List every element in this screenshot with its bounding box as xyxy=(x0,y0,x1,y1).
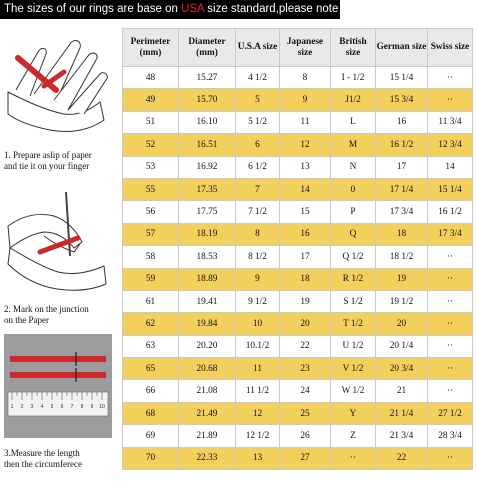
cell-usa-size: 10.1/2 xyxy=(236,335,280,357)
ruler-label: 2 xyxy=(20,404,24,410)
cell-japanese-size: 11 xyxy=(280,111,331,133)
measuring-instructions-panel xyxy=(0,28,118,498)
cell-diameter: 19.41 xyxy=(179,290,236,312)
ruler-label: 6 xyxy=(60,404,64,410)
table-row xyxy=(123,111,473,133)
cell-german-size: 16 1/2 xyxy=(376,134,428,156)
cell-usa-size: 11 xyxy=(236,358,280,380)
table-row xyxy=(123,246,473,268)
cell-usa-size: 8 xyxy=(236,223,280,245)
banner-text-part2: size standard,please note xyxy=(204,3,339,15)
cell-perimeter: 63 xyxy=(123,335,179,357)
cell-swiss-size: ·· xyxy=(428,268,473,290)
cell-usa-size: 9 xyxy=(236,268,280,290)
cell-british-size: U 1/2 xyxy=(331,335,376,357)
ruler-label: 7 xyxy=(70,404,74,410)
cell-german-size: 16 xyxy=(376,111,428,133)
cell-diameter: 18.53 xyxy=(179,246,236,268)
table-row xyxy=(123,67,473,89)
cell-usa-size: 8 1/2 xyxy=(236,246,280,268)
cell-british-size: I - 1/2 xyxy=(331,67,376,89)
cell-usa-size: 12 xyxy=(236,402,280,424)
cell-swiss-size: ·· xyxy=(428,380,473,402)
step-1-caption xyxy=(4,150,118,172)
cell-german-size: 17 1/4 xyxy=(376,178,428,200)
table-row xyxy=(123,358,473,380)
cell-swiss-size: ·· xyxy=(428,313,473,335)
cell-diameter: 20.68 xyxy=(179,358,236,380)
cell-japanese-size: 17 xyxy=(280,246,331,268)
cell-usa-size: 4 1/2 xyxy=(236,67,280,89)
cell-perimeter: 53 xyxy=(123,156,179,178)
cell-usa-size: 9 1/2 xyxy=(236,290,280,312)
cell-usa-size: 6 1/2 xyxy=(236,156,280,178)
cell-perimeter: 55 xyxy=(123,178,179,200)
cell-diameter: 17.35 xyxy=(179,178,236,200)
cell-japanese-size: 16 xyxy=(280,223,331,245)
cell-german-size: 20 xyxy=(376,313,428,335)
cell-perimeter: 49 xyxy=(123,89,179,111)
cell-british-size: ·· xyxy=(331,447,376,469)
hand-with-paper-strip-illustration xyxy=(4,30,112,142)
table-row xyxy=(123,447,473,469)
table-row xyxy=(123,402,473,424)
table-row xyxy=(123,425,473,447)
cell-diameter: 18.19 xyxy=(179,223,236,245)
cell-japanese-size: 13 xyxy=(280,156,331,178)
mark-junction-illustration xyxy=(4,186,112,296)
step-2-caption xyxy=(4,304,118,326)
step-3-line-2: then the circumferece xyxy=(4,459,82,469)
cell-british-size: Q xyxy=(331,223,376,245)
table-row xyxy=(123,313,473,335)
cell-swiss-size: ·· xyxy=(428,447,473,469)
cell-japanese-size: 25 xyxy=(280,402,331,424)
cell-diameter: 21.08 xyxy=(179,380,236,402)
cell-japanese-size: 12 xyxy=(280,134,331,156)
cell-swiss-size: ·· xyxy=(428,246,473,268)
column-header-usa-size: U.S.A size xyxy=(236,29,280,67)
step-3-caption xyxy=(4,448,118,470)
step-1-line-1: 1. Prepare aslip of paper xyxy=(4,150,92,160)
cell-perimeter: 51 xyxy=(123,111,179,133)
cell-german-size: 22 xyxy=(376,447,428,469)
step-2-line-1: 2. Mark on the junction xyxy=(4,304,89,314)
cell-swiss-size: 12 3/4 xyxy=(428,134,473,156)
cell-german-size: 18 xyxy=(376,223,428,245)
cell-british-size: 0 xyxy=(331,178,376,200)
table-row xyxy=(123,178,473,200)
cell-german-size: 21 xyxy=(376,380,428,402)
cell-usa-size: 11 1/2 xyxy=(236,380,280,402)
step-2-line-2: on the Paper xyxy=(4,315,49,325)
column-header-british-size: British size xyxy=(331,29,376,67)
cell-british-size: Z xyxy=(331,425,376,447)
cell-perimeter: 62 xyxy=(123,313,179,335)
cell-diameter: 16.10 xyxy=(179,111,236,133)
cell-swiss-size: ·· xyxy=(428,358,473,380)
cell-japanese-size: 18 xyxy=(280,268,331,290)
cell-japanese-size: 24 xyxy=(280,380,331,402)
cell-diameter: 19.84 xyxy=(179,313,236,335)
cell-perimeter: 68 xyxy=(123,402,179,424)
cell-perimeter: 70 xyxy=(123,447,179,469)
step-1-line-2: and tie it on your finger xyxy=(4,161,90,171)
ruler-label: 5 xyxy=(50,404,54,410)
cell-japanese-size: 26 xyxy=(280,425,331,447)
cell-usa-size: 7 1/2 xyxy=(236,201,280,223)
cell-japanese-size: 9 xyxy=(280,89,331,111)
cell-perimeter: 69 xyxy=(123,425,179,447)
cell-british-size: R 1/2 xyxy=(331,268,376,290)
cell-usa-size: 7 xyxy=(236,178,280,200)
cell-swiss-size: 14 xyxy=(428,156,473,178)
ruler-label: 8 xyxy=(80,404,84,410)
cell-swiss-size: 27 1/2 xyxy=(428,402,473,424)
cell-german-size: 18 1/2 xyxy=(376,246,428,268)
cell-diameter: 15.70 xyxy=(179,89,236,111)
cell-diameter: 22.33 xyxy=(179,447,236,469)
table-row xyxy=(123,156,473,178)
cell-british-size: L xyxy=(331,111,376,133)
cell-british-size: W 1/2 xyxy=(331,380,376,402)
cell-british-size: N xyxy=(331,156,376,178)
table-row xyxy=(123,89,473,111)
table-row xyxy=(123,335,473,357)
cell-usa-size: 5 1/2 xyxy=(236,111,280,133)
cell-diameter: 21.49 xyxy=(179,402,236,424)
step-3-line-1: 3.Measure the length xyxy=(4,448,80,458)
cell-british-size: V 1/2 xyxy=(331,358,376,380)
cell-swiss-size: ·· xyxy=(428,335,473,357)
cell-british-size: P xyxy=(331,201,376,223)
table-header-row xyxy=(123,29,473,67)
column-header-swiss-size: Swiss size xyxy=(428,29,473,67)
cell-perimeter: 56 xyxy=(123,201,179,223)
ruler-measurement-illustration xyxy=(4,334,112,438)
cell-british-size: S 1/2 xyxy=(331,290,376,312)
table-row xyxy=(123,134,473,156)
cell-diameter: 17.75 xyxy=(179,201,236,223)
cell-swiss-size: ·· xyxy=(428,290,473,312)
cell-swiss-size: 15 1/4 xyxy=(428,178,473,200)
cell-british-size: J1/2 xyxy=(331,89,376,111)
cell-usa-size: 10 xyxy=(236,313,280,335)
cell-german-size: 20 1/4 xyxy=(376,335,428,357)
cell-german-size: 21 1/4 xyxy=(376,402,428,424)
banner-text-part1: The sizes of our rings are base on xyxy=(4,3,182,15)
cell-japanese-size: 8 xyxy=(280,67,331,89)
column-header-german-size: German size xyxy=(376,29,428,67)
ruler-label: 4 xyxy=(40,404,44,410)
table-row xyxy=(123,268,473,290)
cell-usa-size: 6 xyxy=(236,134,280,156)
cell-diameter: 18.89 xyxy=(179,268,236,290)
cell-british-size: Q 1/2 xyxy=(331,246,376,268)
cell-german-size: 17 3/4 xyxy=(376,201,428,223)
ruler-label: 10 xyxy=(99,404,105,410)
cell-german-size: 15 3/4 xyxy=(376,89,428,111)
cell-perimeter: 52 xyxy=(123,134,179,156)
cell-german-size: 19 1/2 xyxy=(376,290,428,312)
cell-japanese-size: 23 xyxy=(280,358,331,380)
cell-perimeter: 59 xyxy=(123,268,179,290)
cell-japanese-size: 27 xyxy=(280,447,331,469)
cell-swiss-size: ·· xyxy=(428,67,473,89)
cell-diameter: 21.89 xyxy=(179,425,236,447)
cell-japanese-size: 15 xyxy=(280,201,331,223)
cell-perimeter: 66 xyxy=(123,380,179,402)
table-body xyxy=(123,67,473,470)
cell-swiss-size: 17 3/4 xyxy=(428,223,473,245)
cell-diameter: 16.51 xyxy=(179,134,236,156)
table-row xyxy=(123,223,473,245)
cell-swiss-size: ·· xyxy=(428,89,473,111)
cell-diameter: 16.92 xyxy=(179,156,236,178)
cell-german-size: 21 3/4 xyxy=(376,425,428,447)
cell-diameter: 20.20 xyxy=(179,335,236,357)
cell-german-size: 19 xyxy=(376,268,428,290)
cell-british-size: T 1/2 xyxy=(331,313,376,335)
cell-perimeter: 61 xyxy=(123,290,179,312)
ruler-label: 3 xyxy=(30,404,34,410)
cell-swiss-size: 28 3/4 xyxy=(428,425,473,447)
table-row xyxy=(123,201,473,223)
cell-perimeter: 65 xyxy=(123,358,179,380)
table-row xyxy=(123,290,473,312)
column-header-japanese-size: Japanese size xyxy=(280,29,331,67)
table-row xyxy=(123,380,473,402)
banner-title xyxy=(0,0,340,19)
cell-perimeter: 48 xyxy=(123,67,179,89)
banner-highlight-usa: USA xyxy=(181,3,205,15)
cell-swiss-size: 16 1/2 xyxy=(428,201,473,223)
cell-perimeter: 58 xyxy=(123,246,179,268)
cell-japanese-size: 14 xyxy=(280,178,331,200)
cell-german-size: 15 1/4 xyxy=(376,67,428,89)
cell-usa-size: 13 xyxy=(236,447,280,469)
cell-japanese-size: 19 xyxy=(280,290,331,312)
cell-british-size: M xyxy=(331,134,376,156)
column-header-perimeter: Perimeter (mm) xyxy=(123,29,179,67)
cell-british-size: Y xyxy=(331,402,376,424)
cell-usa-size: 12 1/2 xyxy=(236,425,280,447)
cell-usa-size: 5 xyxy=(236,89,280,111)
cell-japanese-size: 20 xyxy=(280,313,331,335)
column-header-diameter: Diameter (mm) xyxy=(179,29,236,67)
cell-perimeter: 57 xyxy=(123,223,179,245)
ring-size-conversion-table xyxy=(122,28,473,470)
cell-diameter: 15.27 xyxy=(179,67,236,89)
cell-german-size: 20 3/4 xyxy=(376,358,428,380)
cell-japanese-size: 22 xyxy=(280,335,331,357)
ruler-label: 9 xyxy=(90,404,94,410)
cell-swiss-size: 11 3/4 xyxy=(428,111,473,133)
cell-german-size: 17 xyxy=(376,156,428,178)
ruler-label: 1 xyxy=(10,404,14,410)
